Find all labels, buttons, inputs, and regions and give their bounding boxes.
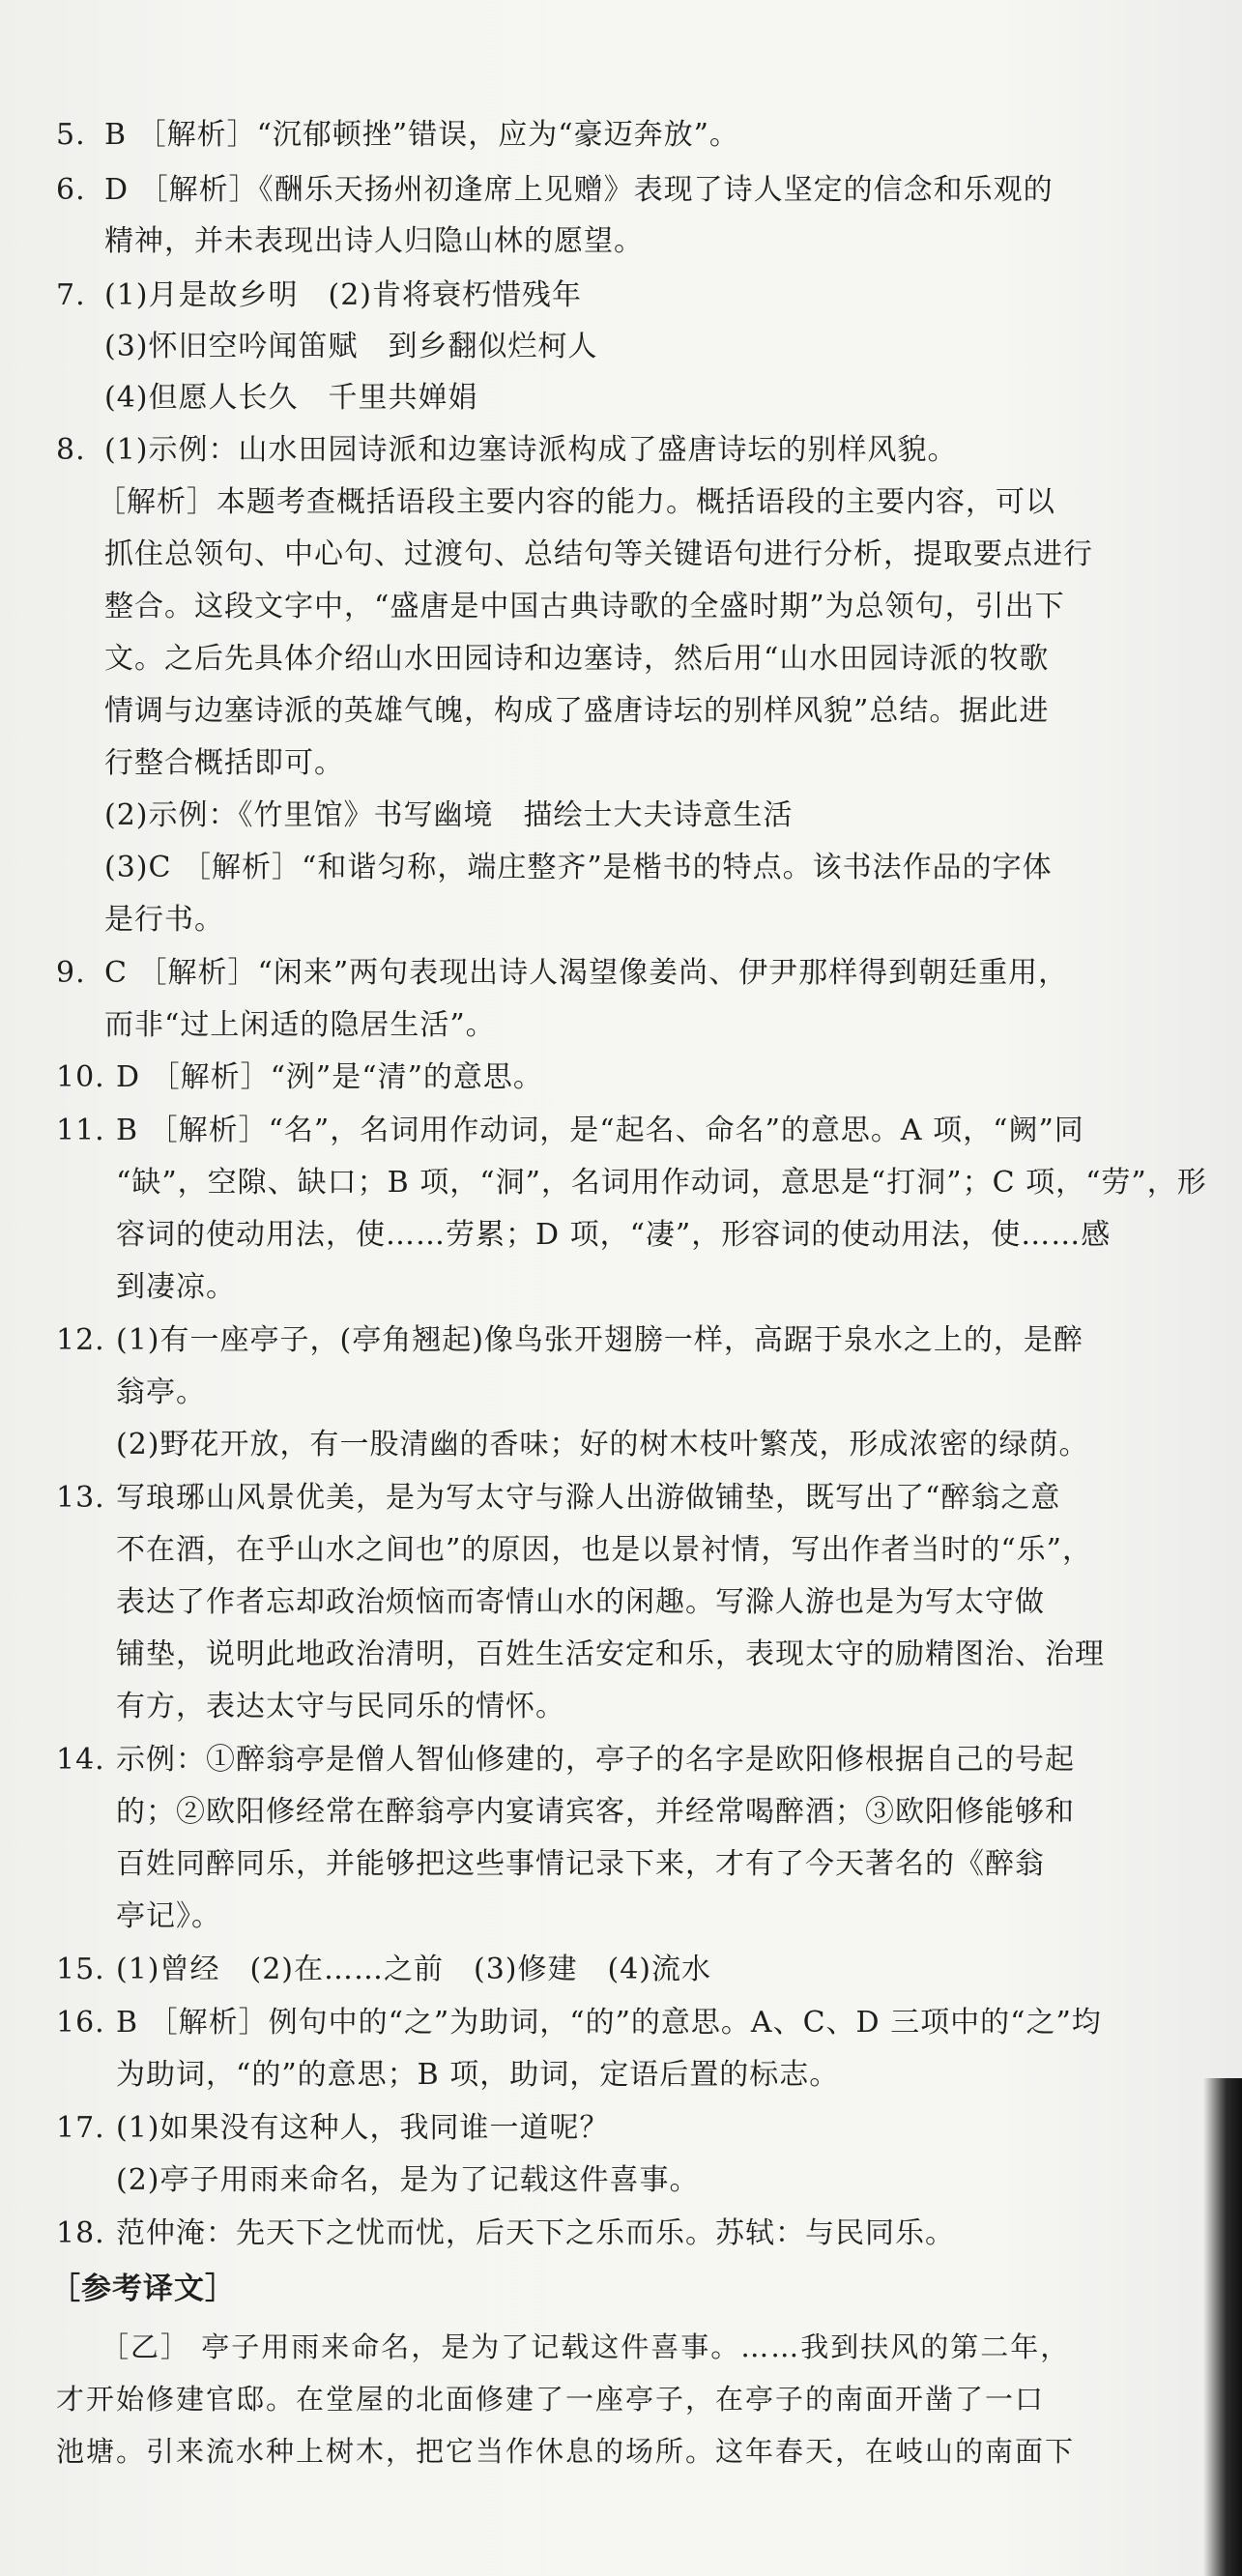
line-text: 示例：①醉翁亭是僧人智仙修建的，亭子的名字是欧阳修根据自己的号起: [116, 1743, 1075, 1777]
line-text: 行整合概括即可。: [104, 746, 344, 780]
line-text: 范仲淹：先天下之忧而忧，后天下之乐而乐。苏轼：与民同乐。: [116, 2216, 955, 2250]
item-number: 5.: [56, 118, 86, 152]
answer-line: [56, 116, 739, 155]
answer-line: [56, 1112, 1084, 1150]
answer-line: [104, 692, 1049, 731]
line-text: (4)但愿人长久 千里共婵娟: [104, 381, 478, 415]
line-text: 表达了作者忘却政治烦恼而寄情山水的闲趣。写滁人游也是为写太守做: [116, 1585, 1045, 1619]
answer-line: [116, 1164, 1207, 1202]
answer-line: [56, 2214, 955, 2253]
item-number: 12.: [56, 1323, 105, 1357]
line-text: (2)野花开放，有一股清幽的香味；好的树木枝叶繁茂，形成浓密的绿荫。: [116, 1428, 1089, 1462]
answer-line: [104, 379, 478, 418]
item-number: 7.: [56, 278, 86, 312]
answer-line: [116, 1897, 221, 1936]
answer-line: [104, 222, 644, 261]
item-number: 10.: [56, 1060, 105, 1094]
line-text: 写琅琊山风景优美，是为写太守与滁人出游做铺垫，既写出了“醉翁之意: [116, 1481, 1061, 1515]
line-text: (1)有一座亭子，(亭角翘起)像鸟张开翅膀一样，高踞于泉水之上的，是醉: [116, 1323, 1083, 1357]
translation-line: 才开始修建官邸。在堂屋的北面修建了一座亭子，在亭子的南面开凿了一口: [56, 2383, 1046, 2416]
answer-line: [104, 588, 1065, 626]
line-text: 精神，并未表现出诗人归隐山林的愿望。: [104, 224, 644, 258]
answer-line: [56, 276, 582, 315]
line-text: (1)如果没有这种人，我同谁一道呢？: [116, 2111, 610, 2145]
answer-line: [116, 1583, 1045, 1622]
item-number: 18.: [56, 2216, 105, 2250]
line-text: 情调与边塞诗派的英雄气魄，构成了盛唐诗坛的别样风貌”总结。据此进: [104, 694, 1050, 728]
item-number: 8.: [56, 433, 86, 467]
line-text: B ［解析］“名”，名词用作动词，是“起名、命名”的意思。A 项，“阙”同: [116, 1114, 1084, 1147]
line-text: 为助词，“的”的意思；B 项，助词，定语后置的标志。: [116, 2058, 840, 2092]
answer-line: [116, 1793, 1075, 1832]
answer-line: [116, 1635, 1105, 1674]
line-text: 到凄凉。: [116, 1270, 236, 1304]
answer-line: [104, 328, 598, 366]
line-text: 有方，表达太守与民同乐的情怀。: [116, 1690, 565, 1723]
line-text: C ［解析］“闲来”两句表现出诗人渴望像姜尚、伊尹那样得到朝廷重用，: [104, 956, 1069, 990]
answer-line: [104, 796, 794, 835]
answer-line: [56, 1951, 711, 1989]
answer-line: [56, 2004, 1102, 2042]
answer-line: [104, 849, 1053, 887]
answer-line: [56, 1479, 1060, 1518]
answer-line: [56, 1321, 1083, 1360]
line-text: 不在酒，在乎山水之间也”的原因，也是以景衬情，写出作者当时的“乐”，: [116, 1533, 1093, 1567]
line-text: 的；②欧阳修经常在醉翁亭内宴请宾客，并经常喝醉酒；③欧阳修能够和: [116, 1795, 1075, 1829]
line-text: 亭记》。: [116, 1899, 221, 1933]
answer-line: [116, 1268, 236, 1307]
answer-line: [104, 1006, 496, 1045]
answer-line: [116, 1216, 1111, 1255]
answer-line: [116, 1531, 1092, 1570]
line-text: 百姓同醉同乐，并能够把这些事情记录下来，才有了今天著名的《醉翁: [116, 1847, 1045, 1881]
answer-line: [104, 744, 344, 783]
line-text: ［解析］本题考查概括语段主要内容的能力。概括语段的主要内容，可以: [97, 485, 1055, 519]
line-text: D ［解析］《酬乐天扬州初逢席上见赠》表现了诗人坚定的信念和乐观的: [104, 173, 1054, 207]
line-text: (3)怀旧空吟闻笛赋 到乡翻似烂柯人: [104, 330, 598, 363]
line-text: (1)示例：山水田园诗派和边塞诗派构成了盛唐诗坛的别样风貌。: [104, 433, 958, 467]
line-text: (1)月是故乡明 (2)肯将衰朽惜残年: [104, 278, 582, 312]
answer-line: [116, 1426, 1089, 1464]
answer-line: [116, 1845, 1045, 1884]
line-text: “缺”，空隙、缺口；B 项，“洞”，名词用作动词，意思是“打洞”；C 项，“劳”，形: [116, 1166, 1207, 1200]
answer-line: [56, 1058, 543, 1097]
answer-line: [116, 1688, 565, 1726]
answer-line: [116, 1374, 206, 1412]
line-text: 翁亭。: [116, 1375, 206, 1409]
line-text: 容词的使动用法，使……劳累；D 项，“凄”，形容词的使动用法，使……感: [116, 1218, 1112, 1252]
answer-line: [56, 2109, 610, 2148]
item-number: 16.: [56, 2006, 105, 2040]
answer-line: [56, 1741, 1075, 1780]
translation-line: ［乙］ 亭子用雨来命名，是为了记载这件喜事。……我到扶风的第二年，: [101, 2330, 1071, 2363]
item-number: 6.: [56, 173, 86, 207]
line-text: (2)示例：《竹里馆》书写幽境 描绘士大夫诗意生活: [104, 798, 794, 832]
answer-line: [97, 483, 1055, 522]
answer-line: [56, 431, 958, 470]
line-text: B ［解析］例句中的“之”为助词，“的”的意思。A、C、D 三项中的“之”均: [116, 2006, 1102, 2040]
answer-line: [56, 171, 1054, 210]
answer-line: [56, 954, 1068, 993]
item-number: 9.: [56, 956, 86, 990]
line-text: 整合。这段文字中，“盛唐是中国古典诗歌的全盛时期”为总领句，引出下: [104, 590, 1065, 623]
answer-line: [116, 2056, 839, 2095]
line-text: (3)C ［解析］“和谐匀称，端庄整齐”是楷书的特点。该书法作品的字体: [104, 851, 1053, 884]
item-number: 14.: [56, 1743, 105, 1777]
item-number: 15.: [56, 1953, 105, 1986]
line-text: B ［解析］“沉郁顿挫”错误，应为“豪迈奔放”。: [104, 118, 739, 152]
answer-line: [104, 901, 224, 940]
translation-line: 池塘。引来流水种上树木，把它当作休息的场所。这年春天，在岐山的南面下: [56, 2435, 1076, 2468]
line-text: 是行书。: [104, 903, 224, 937]
reference-translation-title: ［参考译文］: [50, 2272, 236, 2306]
answer-line: [104, 535, 1093, 574]
line-text: D ［解析］“洌”是“清”的意思。: [116, 1060, 543, 1094]
line-text: (2)亭子用雨来命名，是为了记载这件喜事。: [116, 2163, 700, 2197]
item-number: 13.: [56, 1481, 105, 1515]
item-number: 11.: [56, 1114, 105, 1147]
answer-line: [104, 640, 1049, 679]
answer-line: [116, 2161, 700, 2200]
line-text: 铺垫，说明此地政治清明，百姓生活安定和乐，表现太守的励精图治、治理: [116, 1637, 1105, 1671]
line-text: (1)曾经 (2)在……之前 (3)修建 (4)流水: [116, 1953, 711, 1986]
line-text: 而非“过上闲适的隐居生活”。: [104, 1008, 496, 1042]
line-text: 抓住总领句、中心句、过渡句、总结句等关键语句进行分析，提取要点进行: [104, 537, 1093, 571]
line-text: 文。之后先具体介绍山水田园诗和边塞诗，然后用“山水田园诗派的牧歌: [104, 642, 1050, 676]
item-number: 17.: [56, 2111, 105, 2145]
page-edge-shadow: [1203, 2078, 1242, 2576]
